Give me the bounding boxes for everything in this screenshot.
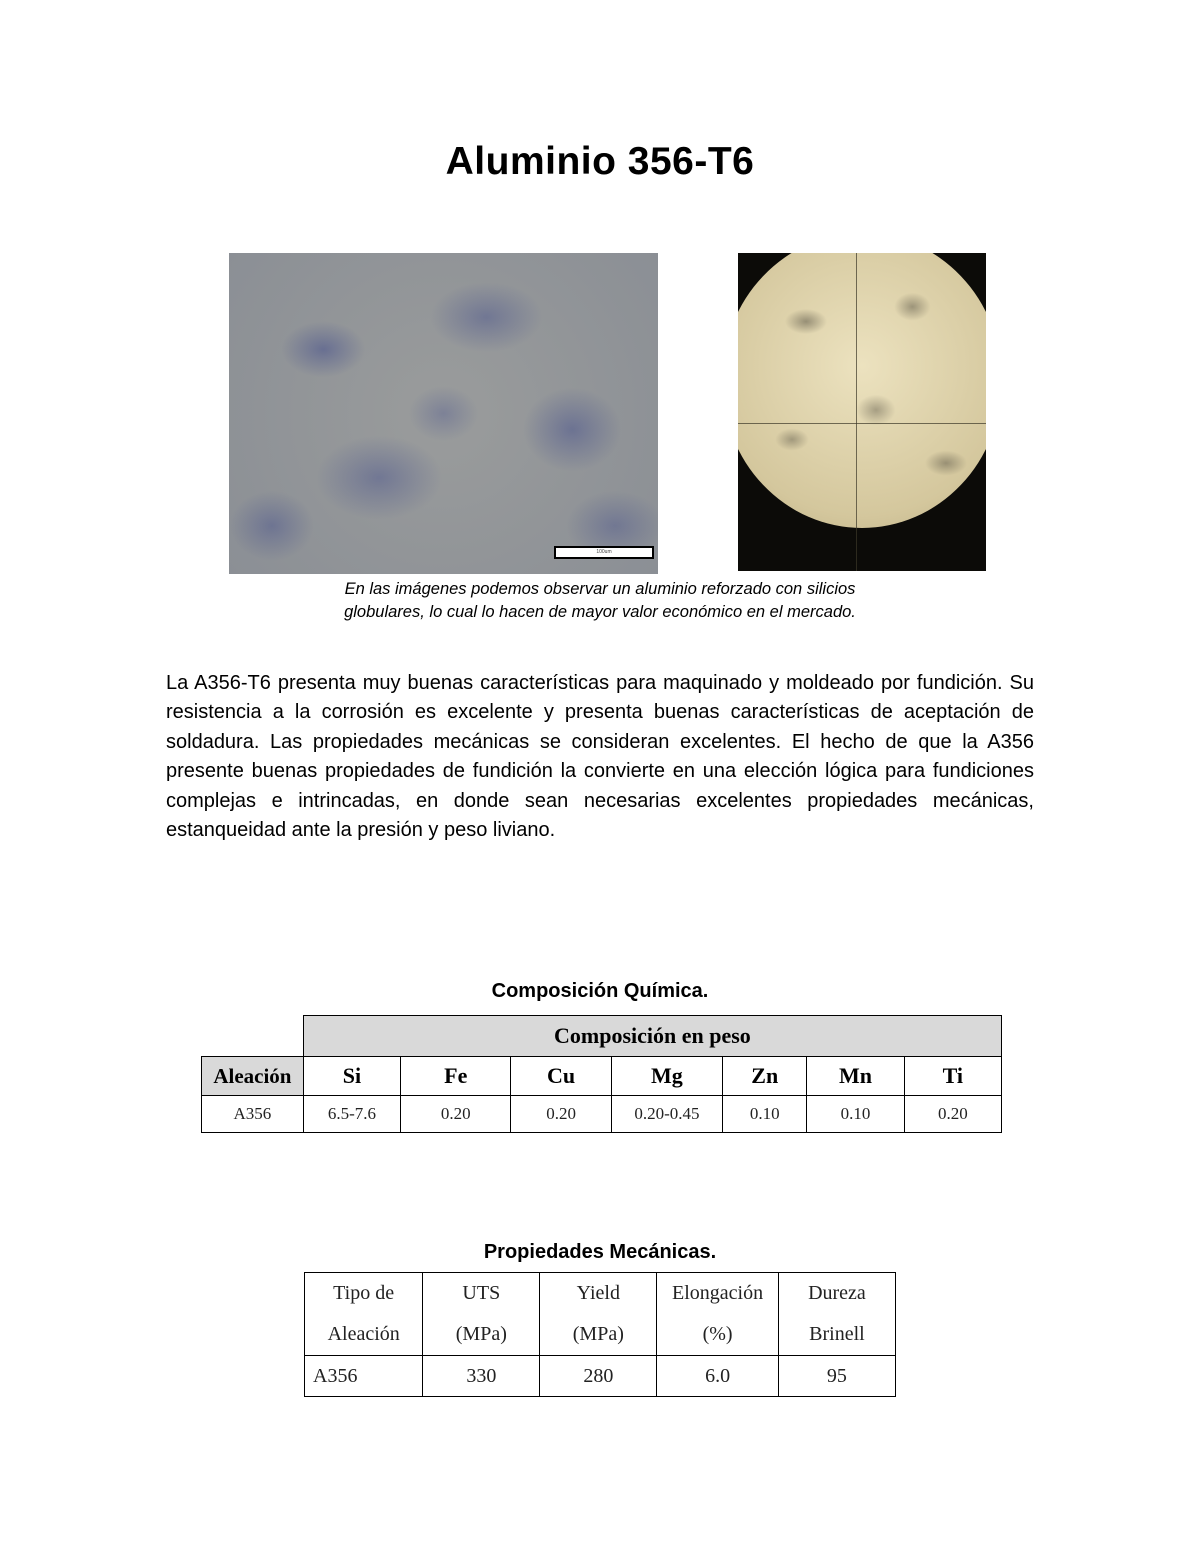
element-header: Cu xyxy=(511,1057,611,1096)
value-cell: 0.20-0.45 xyxy=(611,1096,722,1133)
header-line: (MPa) xyxy=(455,1323,507,1345)
value-cell: 0.10 xyxy=(807,1096,904,1133)
mechanical-heading: Propiedades Mecánicas. xyxy=(483,1241,717,1263)
header-line: Dureza xyxy=(808,1282,866,1304)
value-cell: 95 xyxy=(778,1356,895,1397)
table-row xyxy=(202,1096,1002,1133)
value-cell: 0.20 xyxy=(904,1096,1001,1133)
alloy-name-cell: A356 xyxy=(202,1096,304,1133)
header-line: Elongación xyxy=(672,1282,764,1304)
caption-line-2: globulares, lo cual lo hacen de mayor valor económico en el mercado. xyxy=(344,603,856,621)
mechanical-table xyxy=(304,1272,896,1397)
crosshair-horizontal xyxy=(738,423,986,424)
value-cell: 0.20 xyxy=(511,1096,611,1133)
microscope-field xyxy=(738,253,986,528)
value-cell: 0.20 xyxy=(401,1096,511,1133)
micrograph-left-image xyxy=(229,253,658,574)
header-line: Aleación xyxy=(327,1323,400,1345)
alloy-name-cell: A356 xyxy=(305,1356,423,1397)
scale-bar: 100um xyxy=(554,546,654,559)
caption-line-1: En las imágenes podemos observar un aluminio reforzado con silicios xyxy=(344,580,856,598)
element-header: Zn xyxy=(723,1057,807,1096)
element-header: Ti xyxy=(904,1057,1001,1096)
element-header: Fe xyxy=(401,1057,511,1096)
element-header: Si xyxy=(303,1057,400,1096)
table-row xyxy=(305,1273,896,1356)
alloy-column-header: Aleación xyxy=(202,1057,304,1096)
header-cell xyxy=(305,1273,423,1356)
header-line: UTS xyxy=(462,1282,501,1304)
value-cell: 6.5-7.6 xyxy=(303,1096,400,1133)
value-cell: 280 xyxy=(540,1356,657,1397)
micrograph-right-image xyxy=(738,253,986,571)
composition-table xyxy=(201,1015,1002,1133)
header-line: Brinell xyxy=(809,1323,865,1345)
value-cell: 6.0 xyxy=(657,1356,779,1397)
crosshair-vertical xyxy=(856,253,857,571)
header-line: (MPa) xyxy=(572,1323,624,1345)
image-caption xyxy=(240,578,960,624)
header-cell xyxy=(657,1273,779,1356)
table-row xyxy=(305,1356,896,1397)
element-header: Mg xyxy=(611,1057,722,1096)
table-corner xyxy=(202,1016,304,1057)
composition-group-header: Composición en peso xyxy=(303,1016,1001,1057)
table-row xyxy=(202,1057,1002,1096)
header-cell xyxy=(423,1273,540,1356)
value-cell: 330 xyxy=(423,1356,540,1397)
header-cell xyxy=(778,1273,895,1356)
composition-heading: Composición Química. xyxy=(491,980,709,1002)
header-line: Yield xyxy=(576,1282,620,1304)
body-paragraph: La A356-T6 presenta muy buenas características para maquinado y moldeado por fundición. Su resistencia a la corrosión es excelente y presenta buenas características de aceptación de soldadura. Las propiedades mecánicas se consideran excelentes. El hecho de que la A356 presente buenas propiedades de fundición la convierte en una elección lógica para fundiciones complejas e intrincadas, en donde sean necesarias excelentes propiedades mecánicas, estanqueidad ante la presión y peso liviano. xyxy=(166,672,1034,842)
header-line: Tipo de xyxy=(333,1282,395,1304)
page-title: Aluminio 356-T6 xyxy=(445,140,755,183)
element-header: Mn xyxy=(807,1057,904,1096)
header-cell xyxy=(540,1273,657,1356)
value-cell: 0.10 xyxy=(723,1096,807,1133)
header-line: (%) xyxy=(702,1323,733,1345)
